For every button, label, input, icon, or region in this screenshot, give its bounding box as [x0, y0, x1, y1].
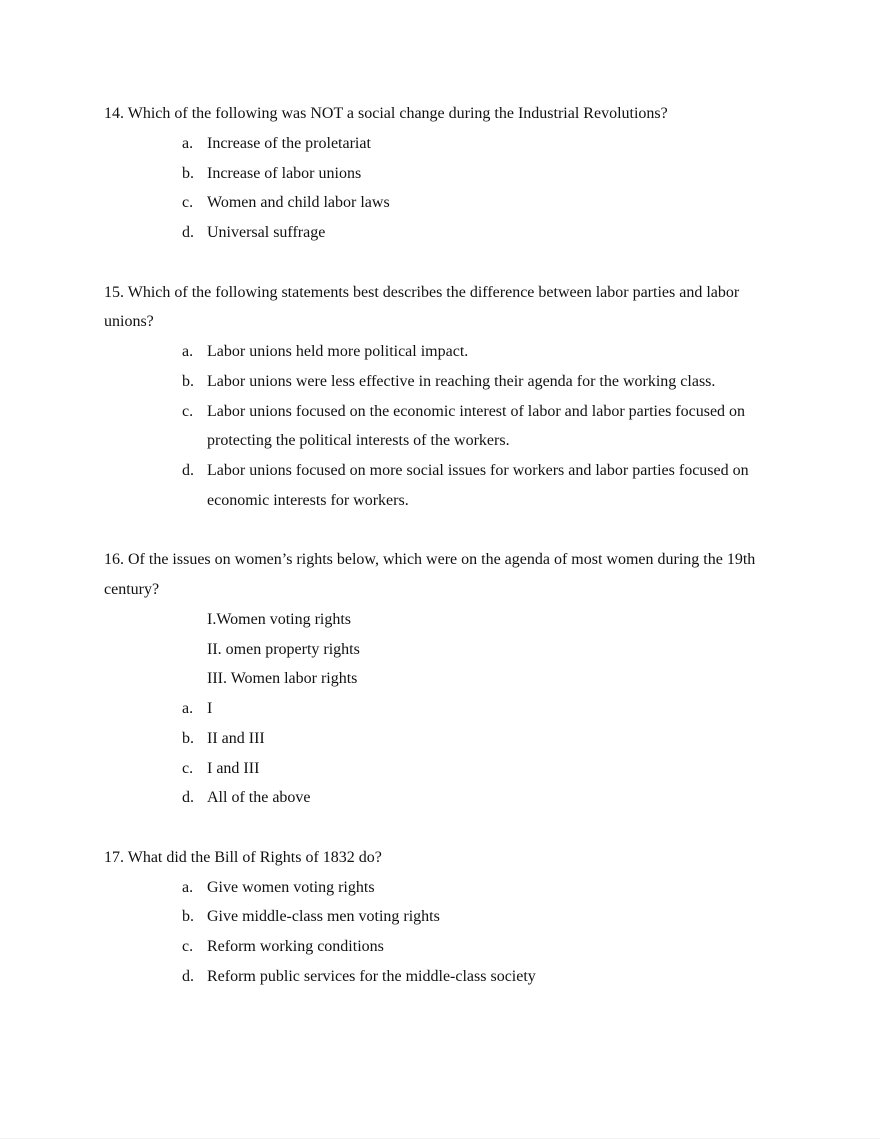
answer-option-c [104, 188, 780, 218]
option-letter: d. [182, 224, 194, 241]
answer-option-d [104, 218, 780, 248]
option-letter: a. [182, 134, 194, 152]
question-17 [104, 843, 780, 992]
question-text: 16. Of the issues on women’s rights below, which were on the agenda of most women during the 19th century? [104, 551, 756, 598]
option-letter: d. [182, 967, 194, 985]
option-letter: a. [182, 343, 194, 360]
answer-option-a [104, 129, 780, 159]
option-letter: c. [182, 194, 194, 212]
option-letter: b. [182, 164, 194, 182]
option-letter: c. [182, 402, 194, 420]
question-text: 15. Which of the following statements best describes the difference between labor parties and labor unions? [104, 283, 740, 331]
answer-option-c [104, 397, 780, 457]
answer-option-b [104, 724, 780, 754]
option-text: Universal suffrage [207, 224, 326, 241]
answer-option-c [104, 932, 780, 962]
option-letter: c. [182, 759, 194, 777]
question-14 [104, 99, 780, 248]
roman-item: II. omen property rights [207, 640, 360, 658]
option-letter: a. [182, 878, 194, 896]
answer-option-a [104, 694, 780, 724]
option-text: II and III [207, 729, 265, 747]
option-text: I and III [207, 759, 260, 777]
option-letter: d. [182, 462, 194, 479]
option-text: All of the above [207, 789, 311, 807]
option-text: Reform working conditions [207, 938, 384, 955]
option-text: Labor unions held more political impact. [207, 343, 469, 360]
option-text: Increase of labor unions [207, 164, 362, 182]
answer-option-b [104, 159, 780, 189]
answer-option-d [104, 456, 780, 516]
roman-item: III. Women labor rights [207, 670, 358, 688]
option-text: Give middle-class men voting rights [207, 908, 440, 926]
option-letter: c. [182, 938, 194, 955]
answer-option-a [104, 873, 780, 903]
answer-option-d [104, 783, 780, 813]
answer-option-a [104, 337, 780, 367]
question-15 [104, 278, 780, 516]
option-text: Give women voting rights [207, 878, 375, 896]
option-text: I [207, 700, 213, 717]
option-letter: b. [182, 908, 194, 926]
roman-item: I.Women voting rights [207, 610, 352, 628]
option-letter: b. [182, 729, 194, 747]
option-text: Labor unions focused on the economic interest of labor and labor parties focused on protecting the political interests of the workers. [207, 402, 746, 450]
answer-option-d [104, 962, 780, 992]
option-letter: a. [182, 700, 194, 717]
document-page [104, 99, 780, 1021]
option-text: Reform public services for the middle-class society [207, 967, 536, 985]
answer-option-b [104, 902, 780, 932]
option-letter: d. [182, 789, 194, 807]
option-text: Women and child labor laws [207, 194, 390, 212]
option-text: Labor unions focused on more social issues for workers and labor parties focused on economic interests for workers. [207, 462, 749, 509]
option-letter: b. [182, 372, 194, 390]
answer-option-c [104, 754, 780, 784]
option-text: Labor unions were less effective in reaching their agenda for the working class. [207, 372, 716, 390]
option-text: Increase of the proletariat [207, 134, 371, 152]
question-text: 14. Which of the following was NOT a social change during the Industrial Revolutions? [104, 105, 668, 122]
answer-option-b [104, 367, 780, 397]
question-16 [104, 545, 780, 813]
question-text: 17. What did the Bill of Rights of 1832 do? [104, 848, 382, 866]
